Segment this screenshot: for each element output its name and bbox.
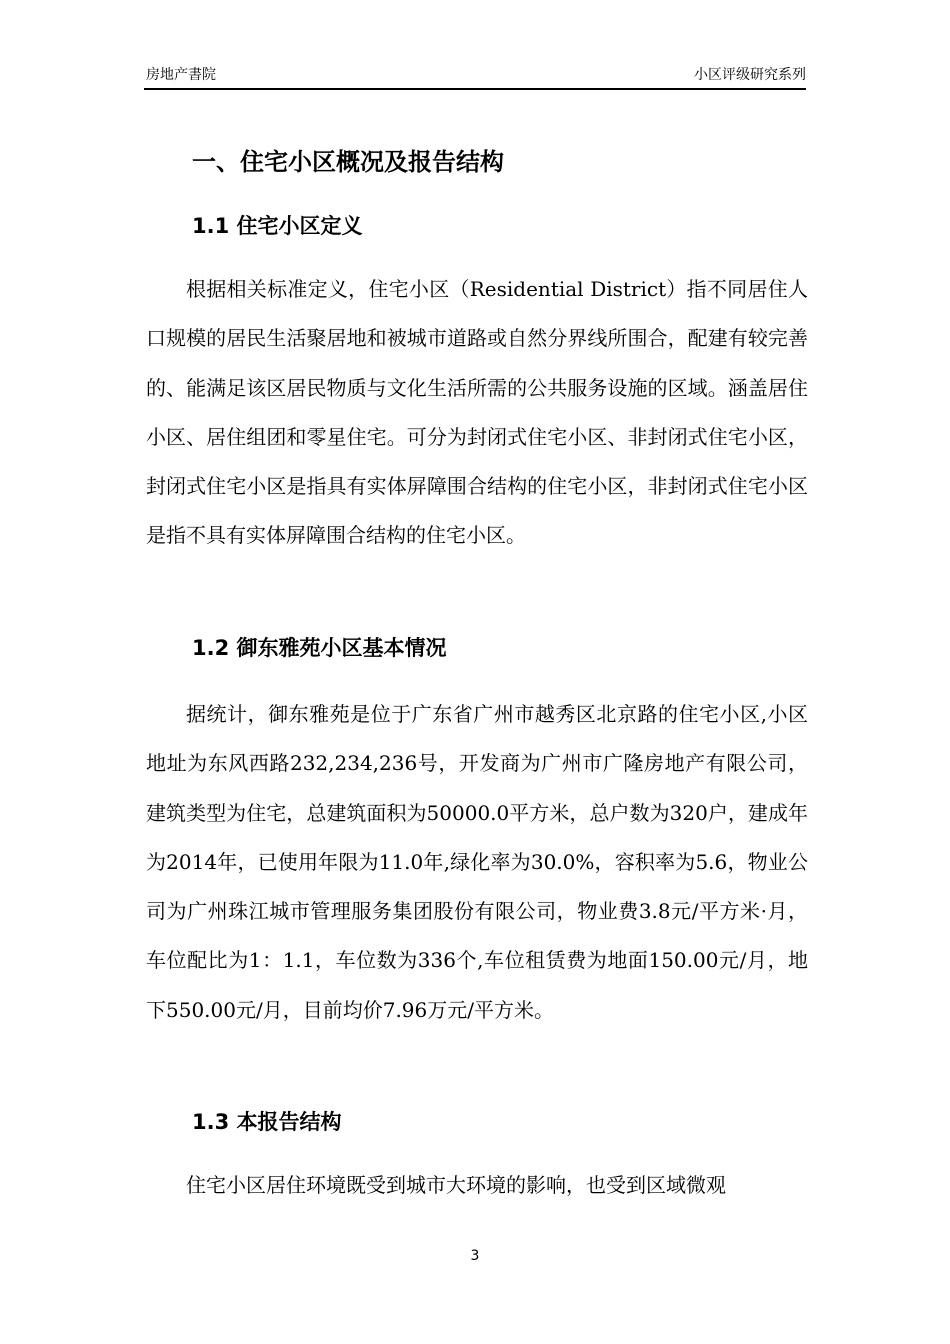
subsection-title-1-1: 1.1 住宅小区定义 bbox=[192, 214, 363, 238]
header-left-title: 房地产書院 bbox=[146, 67, 216, 83]
subsection-title-1-2: 1.2 御东雅苑小区基本情况 bbox=[192, 636, 447, 660]
header-rule bbox=[144, 88, 806, 90]
paragraph-definition: 根据相关标准定义，住宅小区（Residential District）指不同居住人口规模的居民生活聚居地和被城市道路或自然分界线所围合，配建有较完善的、能满足该区居民物质与文化生活所需的公共服务设施的区域。涵盖居住小区、居住组团和零星住宅。可分为封闭式住宅小区、非封闭式住宅小区，封闭式住宅小区是指具有实体屏障围合结构的住宅小区，非封闭式住宅小区是指不具有实体屏障围合结构的住宅小区。 bbox=[146, 277, 808, 548]
paragraph-basic-info: 据统计，御东雅苑是位于广东省广州市越秀区北京路的住宅小区,小区地址为东风西路232,234,236号，开发商为广州市广隆房地产有限公司，建筑类型为住宅，总建筑面积为50000.0平方米，总户数为320户，建成年为2014年，已使用年限为11.0年,绿化率为30.0%，容积率为5.6，物业公司为广州珠江城市管理服务集团股份有限公司，物业费3.8元/平方米·月，车位配比为1：1.1，车位数为336个,车位租赁费为地面150.00元/月，地下550.00元/月，目前均价7.96万元/平方米。 bbox=[146, 702, 808, 1022]
header-right-title: 小区评级研究系列 bbox=[694, 67, 806, 83]
paragraph-report-structure: 住宅小区居住环境既受到城市大环境的影响，也受到区域微观 bbox=[186, 1173, 726, 1197]
section-title: 一、住宅小区概况及报告结构 bbox=[192, 148, 504, 176]
page-number: 3 bbox=[470, 1248, 480, 1264]
subsection-title-1-3: 1.3 本报告结构 bbox=[192, 1110, 342, 1134]
